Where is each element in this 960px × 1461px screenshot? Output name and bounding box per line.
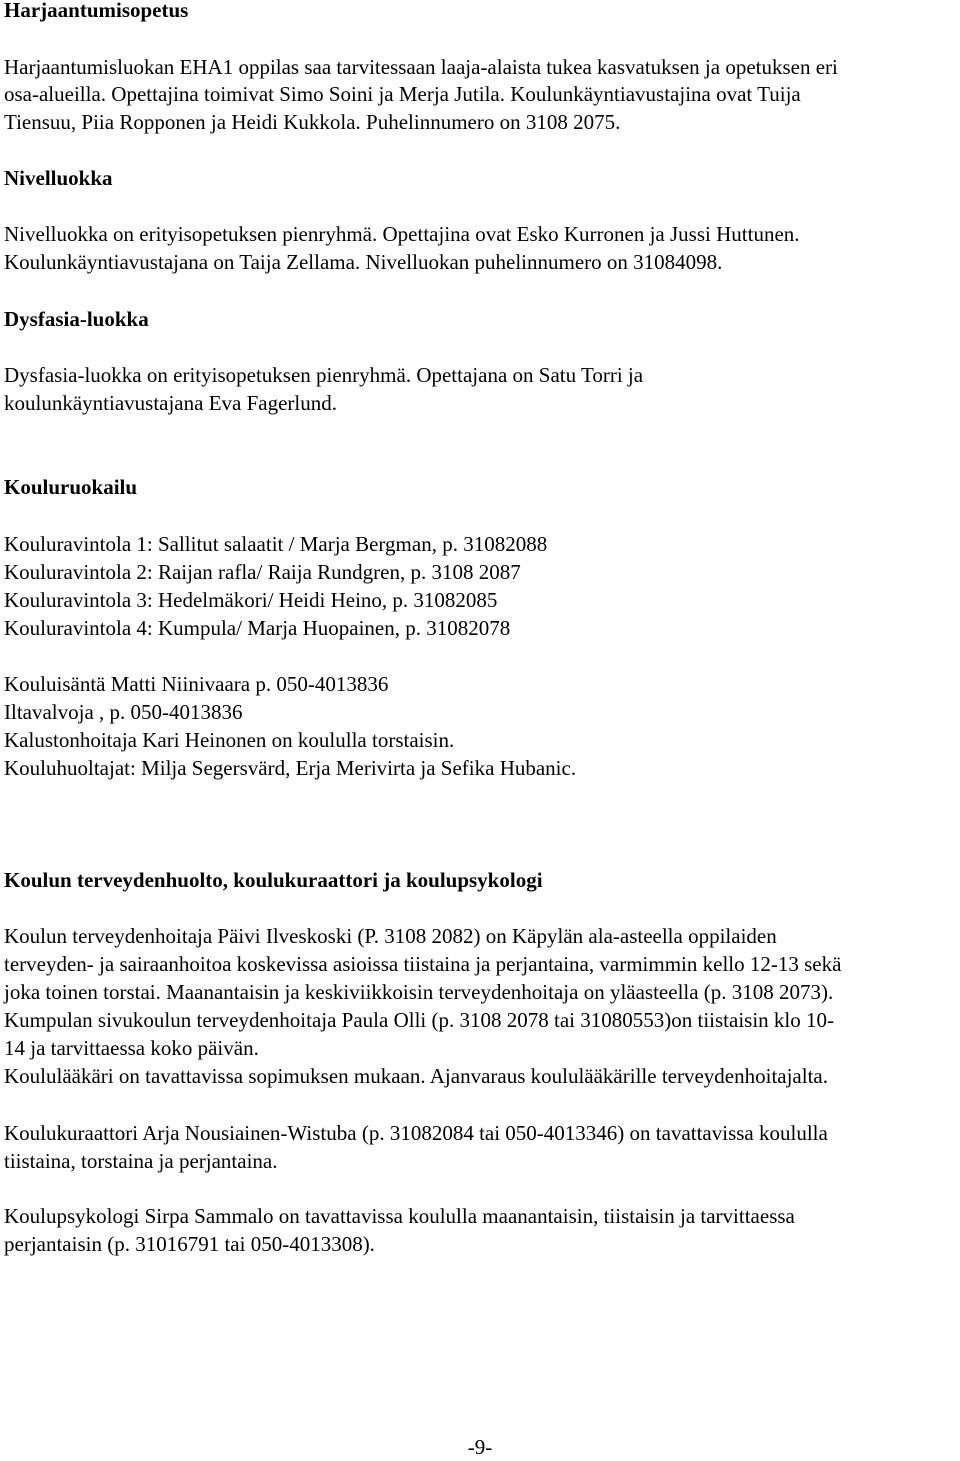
restaurant-item-4: Kouluravintola 4: Kumpula/ Marja Huopainen, p. 31082078 [4,616,511,640]
nurse-line-5: 14 ja tarvittaessa koko päivän. [4,1036,259,1060]
heading-terveydenhuolto: Koulun terveydenhuolto, koulukuraattori ja koulupsykologi [4,868,543,892]
harjaantumisopetus-line-1: Harjaantumisluokan EHA1 oppilas saa tarvitessaan laaja-alaista tukea kasvatuksen ja opetuksen eri [4,55,838,79]
nurse-line-6: Koululääkäri on tavattavissa sopimuksen mukaan. Ajanvaraus koululääkärille terveydenhoitajalta. [4,1064,828,1088]
psychologist-line-2: perjantaisin (p. 31016791 tai 050-4013308). [4,1232,375,1256]
heading-nivelluokka: Nivelluokka [4,166,113,190]
staff-item-3: Kalustonhoitaja Kari Heinonen on koululla torstaisin. [4,728,455,752]
heading-harjaantumisopetus: Harjaantumisopetus [4,0,189,22]
restaurant-item-3: Kouluravintola 3: Hedelmäkori/ Heidi Heino, p. 31082085 [4,588,498,612]
staff-item-1: Kouluisäntä Matti Niinivaara p. 050-4013836 [4,672,389,696]
heading-kouluruokailu: Kouluruokailu [4,475,138,499]
psychologist-line-1: Koulupsykologi Sirpa Sammalo on tavattavissa koululla maanantaisin, tiistaisin ja tarvittaessa [4,1204,795,1228]
nurse-line-1: Koulun terveydenhoitaja Päivi Ilveskoski (P. 3108 2082) on Käpylän ala-asteella oppilaiden [4,924,777,948]
staff-item-2: Iltavalvoja , p. 050-4013836 [4,700,243,724]
restaurant-item-2: Kouluravintola 2: Raijan rafla/ Raija Rundgren, p. 3108 2087 [4,560,521,584]
page-number: -9- [467,1435,493,1459]
harjaantumisopetus-line-2: osa-alueilla. Opettajina toimivat Simo Soini ja Merja Jutila. Koulunkäyntiavustajina ovat Tuija [4,82,801,106]
nurse-line-3: joka toinen torstai. Maanantaisin ja keskiviikkoisin terveydenhoitaja on yläasteella (p. 3108 2073). [4,980,834,1004]
nurse-line-4: Kumpulan sivukoulun terveydenhoitaja Paula Olli (p. 3108 2078 tai 31080553)on tiistaisin klo 10- [4,1008,834,1032]
nurse-line-2: terveyden- ja sairaanhoitoa koskevissa asioissa tiistaina ja perjantaina, varmimmin kello 12-13 sekä [4,952,842,976]
nivelluokka-line-1: Nivelluokka on erityisopetuksen pienryhmä. Opettajina ovat Esko Kurronen ja Jussi Huttunen. [4,222,800,246]
dysfasia-line-1: Dysfasia-luokka on erityisopetuksen pienryhmä. Opettajana on Satu Torri ja [4,363,644,387]
dysfasia-line-2: koulunkäyntiavustajana Eva Fagerlund. [4,391,337,415]
nivelluokka-line-2: Koulunkäyntiavustajana on Taija Zellama. Nivelluokan puhelinnumero on 31084098. [4,250,723,274]
curator-line-2: tiistaina, torstaina ja perjantaina. [4,1149,278,1173]
staff-item-4: Kouluhuoltajat: Milja Segersvärd, Erja Merivirta ja Sefika Hubanic. [4,756,577,780]
curator-line-1: Koulukuraattori Arja Nousiainen-Wistuba (p. 31082084 tai 050-4013346) on tavattavissa koululla [4,1121,828,1145]
heading-dysfasia: Dysfasia-luokka [4,307,149,331]
restaurant-item-1: Kouluravintola 1: Sallitut salaatit / Marja Bergman, p. 31082088 [4,532,548,556]
harjaantumisopetus-line-3: Tiensuu, Piia Ropponen ja Heidi Kukkola. Puhelinnumero on 3108 2075. [4,110,621,134]
